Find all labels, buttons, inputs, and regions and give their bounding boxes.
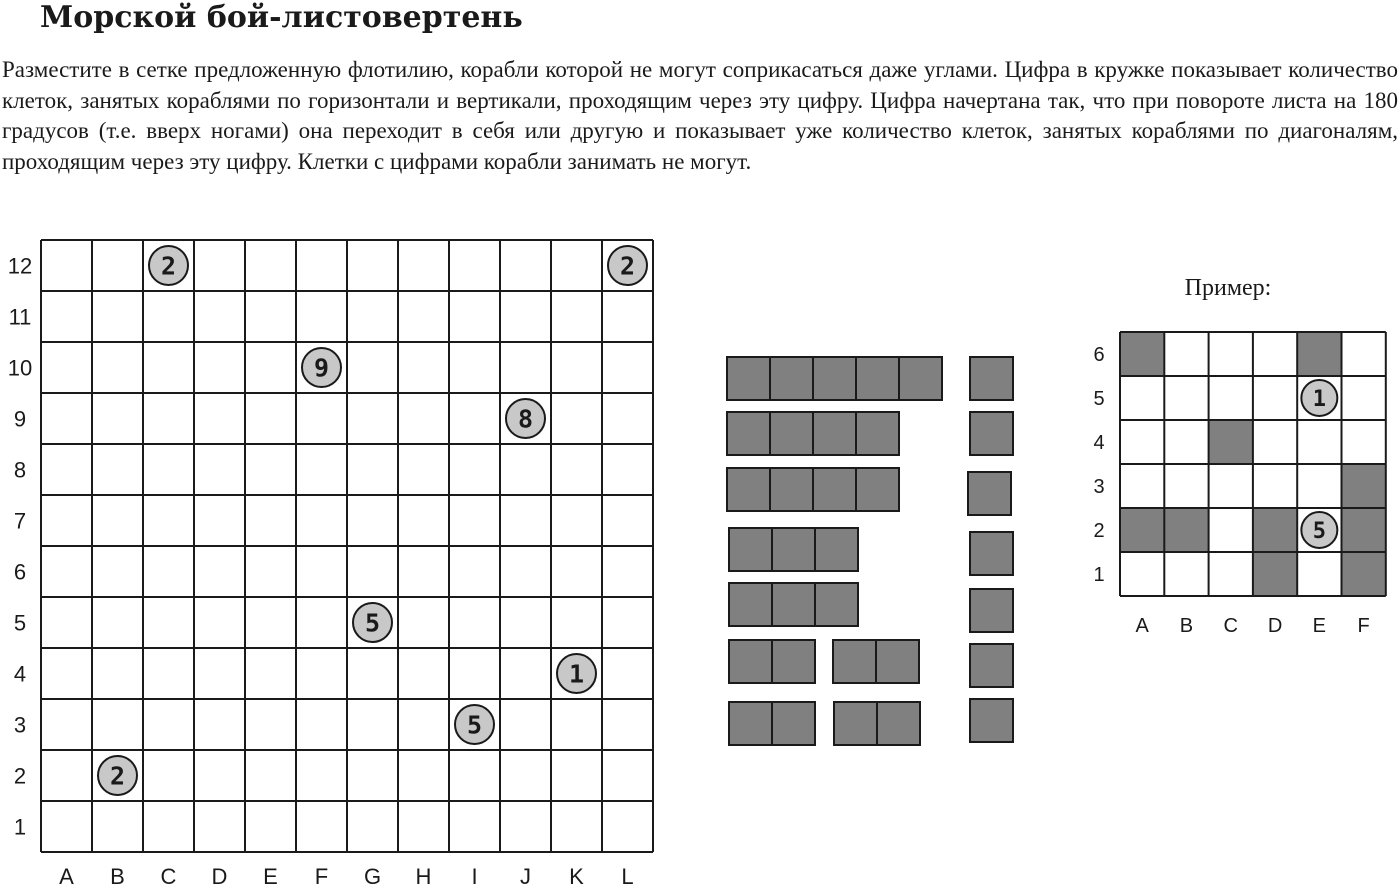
- clue-value: 2: [160, 251, 177, 281]
- column-label: I: [471, 864, 478, 888]
- example-ship-cell: [1342, 552, 1386, 596]
- column-label: F: [1357, 615, 1370, 637]
- ship-2: [834, 702, 920, 745]
- clue-circle: [149, 246, 188, 285]
- ship-3: [729, 583, 858, 626]
- row-label: 4: [13, 661, 27, 687]
- ship-2: [729, 702, 815, 745]
- ship-cell: [772, 583, 815, 626]
- column-label: D: [1267, 615, 1283, 637]
- clue-circle: [455, 705, 494, 744]
- column-label: J: [520, 864, 531, 888]
- column-label: E: [263, 864, 278, 888]
- ship-cell: [727, 412, 770, 455]
- row-label: 1: [1093, 564, 1105, 586]
- ship-cell: [729, 528, 772, 571]
- ship-cell: [729, 583, 772, 626]
- clue-value: 8: [517, 404, 534, 434]
- row-label: 10: [7, 355, 33, 381]
- ship-cell: [813, 412, 856, 455]
- row-label: 1: [13, 814, 27, 840]
- example-ship-cell: [1253, 552, 1297, 596]
- clue-circle: [1301, 380, 1337, 416]
- ship-4: [727, 468, 899, 511]
- clue-value: 2: [619, 251, 636, 281]
- column-label: F: [314, 864, 329, 888]
- ship-cell: [815, 528, 858, 571]
- ship-cell: [729, 640, 772, 683]
- row-label: 3: [1093, 476, 1105, 498]
- example-ship-cell: [1342, 508, 1386, 552]
- ship-cell: [729, 702, 772, 745]
- ship-cell: [877, 702, 920, 745]
- clue-value: 1: [568, 659, 585, 689]
- column-label: E: [1312, 615, 1327, 637]
- clue-circle: [557, 654, 596, 693]
- page-title: Морской бой-листовертень: [40, 0, 523, 35]
- clue-circle: [1301, 512, 1337, 548]
- ship-cell: [834, 702, 877, 745]
- column-label: D: [211, 864, 228, 888]
- row-label: 6: [13, 559, 27, 585]
- ship-2: [729, 640, 815, 683]
- row-label: 6: [1093, 344, 1105, 366]
- example-ship-cell: [1342, 464, 1386, 508]
- ship-1: [970, 644, 1013, 687]
- ship-4: [727, 412, 899, 455]
- ship-2: [833, 640, 919, 683]
- example-ship-cell: [1164, 508, 1208, 552]
- ship-cell: [770, 468, 813, 511]
- main-grid-clues: [98, 246, 647, 795]
- column-label: G: [363, 864, 382, 888]
- ship-5: [727, 357, 942, 400]
- row-label: 12: [7, 253, 33, 279]
- ship-cell: [970, 644, 1013, 687]
- clue-value: 9: [313, 353, 330, 383]
- fleet: [727, 357, 1013, 745]
- example-ship-cell: [1253, 508, 1297, 552]
- ship-1: [970, 412, 1013, 455]
- clue-circle: [608, 246, 647, 285]
- ship-3: [729, 528, 858, 571]
- ship-cell: [970, 699, 1013, 742]
- ship-1: [970, 589, 1013, 632]
- ship-cell: [815, 583, 858, 626]
- example-caption: Пример:: [1184, 275, 1272, 301]
- row-label: 7: [13, 508, 27, 534]
- row-label: 9: [13, 406, 27, 432]
- ship-cell: [727, 468, 770, 511]
- example-grid: [1120, 332, 1386, 596]
- column-label: A: [1135, 615, 1149, 637]
- row-label: 4: [1093, 432, 1105, 454]
- column-label: A: [59, 864, 74, 888]
- column-label: C: [1223, 615, 1238, 637]
- ship-cell: [856, 468, 899, 511]
- ship-cell: [833, 640, 876, 683]
- rules-text: Разместите в сетке предложенную флотилию, корабли которой не могут соприкасаться даже углами. Цифра в кружке показывает количество клеток, занятых кораблями по горизонтали и вертикали, проходящим через эту цифру. Цифра начертана так, что при повороте листа на 180 градусов (т.е. вверх ногами) она переходит в себя или другую и показывает уже количество клеток, занятых кораблями по диагоналям, проходящим через эту цифру. Клетки с цифрами корабли занимать не могут.: [2, 57, 1398, 174]
- ship-cell: [770, 412, 813, 455]
- example-ship-cell: [1297, 332, 1341, 376]
- ship-cell: [772, 528, 815, 571]
- ship-cell: [813, 357, 856, 400]
- column-label: L: [621, 864, 634, 888]
- clue-value: 5: [466, 710, 483, 740]
- ship-cell: [970, 412, 1013, 455]
- ship-cell: [770, 357, 813, 400]
- row-label: 2: [1093, 520, 1105, 542]
- clue-circle: [353, 603, 392, 642]
- ship-1: [970, 699, 1013, 742]
- ship-1: [968, 472, 1011, 515]
- clue-circle: [506, 399, 545, 438]
- ship-1: [970, 357, 1013, 400]
- clue-value: 2: [109, 761, 126, 791]
- ship-cell: [772, 702, 815, 745]
- column-label: C: [160, 864, 177, 888]
- ship-cell: [899, 357, 942, 400]
- clue-value: 5: [364, 608, 381, 638]
- column-label: B: [1179, 615, 1194, 637]
- ship-cell: [813, 468, 856, 511]
- ship-cell: [876, 640, 919, 683]
- row-label: 2: [13, 763, 27, 789]
- row-label: 11: [8, 304, 32, 330]
- clue-value: 1: [1312, 387, 1326, 412]
- example-ship-cell: [1120, 508, 1164, 552]
- ship-cell: [970, 532, 1013, 575]
- ship-cell: [772, 640, 815, 683]
- example-ship-cell: [1209, 420, 1253, 464]
- row-label: 3: [13, 712, 27, 738]
- ship-1: [970, 532, 1013, 575]
- column-label: K: [569, 864, 584, 888]
- clue-value: 5: [1312, 519, 1326, 544]
- row-label: 8: [13, 457, 27, 483]
- row-label: 5: [1093, 388, 1105, 410]
- ship-cell: [856, 357, 899, 400]
- column-label: B: [110, 864, 125, 888]
- ship-cell: [856, 412, 899, 455]
- row-label: 5: [13, 610, 27, 636]
- main-grid: [41, 240, 653, 852]
- ship-cell: [970, 589, 1013, 632]
- clue-circle: [98, 756, 137, 795]
- clue-circle: [302, 348, 341, 387]
- ship-cell: [727, 357, 770, 400]
- ship-cell: [968, 472, 1011, 515]
- column-label: H: [415, 864, 432, 888]
- example-ship-cell: [1120, 332, 1164, 376]
- ship-cell: [970, 357, 1013, 400]
